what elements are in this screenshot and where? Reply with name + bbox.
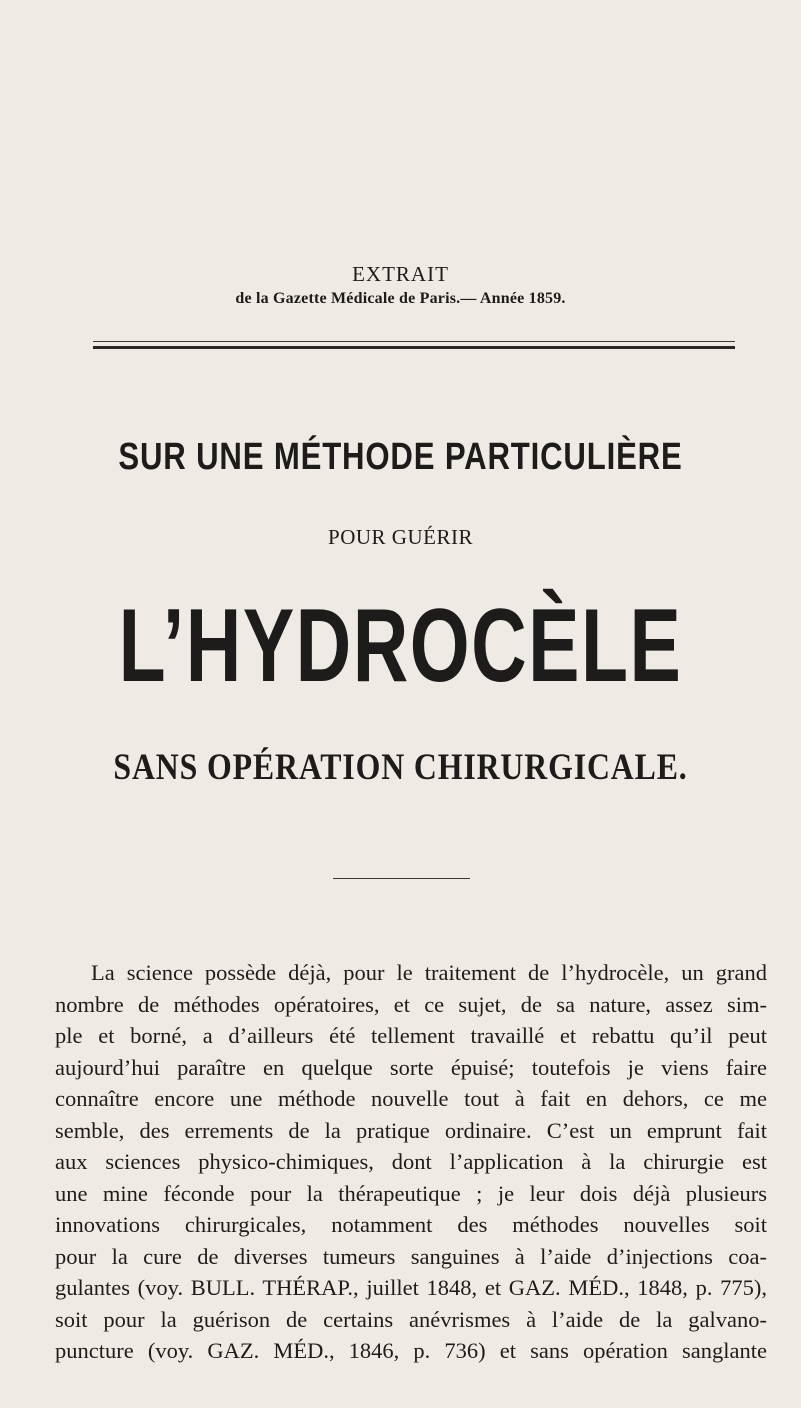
source-line: de la Gazette Médicale de Paris.— Année 1859. (235, 290, 566, 307)
divider-thick (93, 346, 735, 349)
body-line: une mine féconde pour la thérapeutique ; je leur dois déjà plusieurs (55, 1180, 767, 1206)
title-line-1: SUR UNE MÉTHODE PARTICULIÈRE (118, 436, 683, 478)
body-line: semble, des errements de la pratique ordinaire. C’est un emprunt fait (55, 1117, 767, 1143)
body-line: ple et borné, a d’ailleurs été tellement travaillé et rebattu qu’il peut (55, 1023, 767, 1048)
body-line: aujourd’hui paraître en quelque sorte épuisé; toutefois je viens faire (55, 1054, 767, 1080)
body-line: puncture (voy. GAZ. MÉD., 1846, p. 736) et sans opération sanglante (55, 1338, 767, 1363)
body-line: nombre de méthodes opératoires, et ce sujet, de sa nature, assez sim- (55, 991, 767, 1017)
body-line: innovations chirurgicales, notamment des méthodes nouvelles soit (55, 1212, 767, 1237)
title-line-3: L’HYDROCÈLE (118, 588, 683, 704)
body-line: aux sciences physico-chimiques, dont l’application à la chirurgie est (55, 1149, 767, 1174)
body-paragraph (55, 957, 767, 1367)
divider-short (333, 878, 470, 879)
body-line: pour la cure de diverses tumeurs sanguines à l’aide d’injections coa- (55, 1243, 767, 1269)
body-line: gulantes (voy. BULL. THÉRAP., juillet 1848, et GAZ. MÉD., 1848, p. 775), (55, 1275, 767, 1300)
title-line-4: SANS OPÉRATION CHIRURGICALE. (113, 747, 688, 788)
title-line-2: POUR GUÉRIR (328, 525, 473, 549)
body-line: soit pour la guérison de certains anévrismes à l’aide de la galvano- (55, 1306, 767, 1332)
body-line: connaître encore une méthode nouvelle tout à fait en dehors, ce me (55, 1086, 767, 1111)
extrait-heading: EXTRAIT (352, 262, 449, 286)
divider-thin (93, 341, 735, 342)
body-line: La science possède déjà, pour le traitement de l’hydrocèle, un grand (91, 960, 767, 985)
